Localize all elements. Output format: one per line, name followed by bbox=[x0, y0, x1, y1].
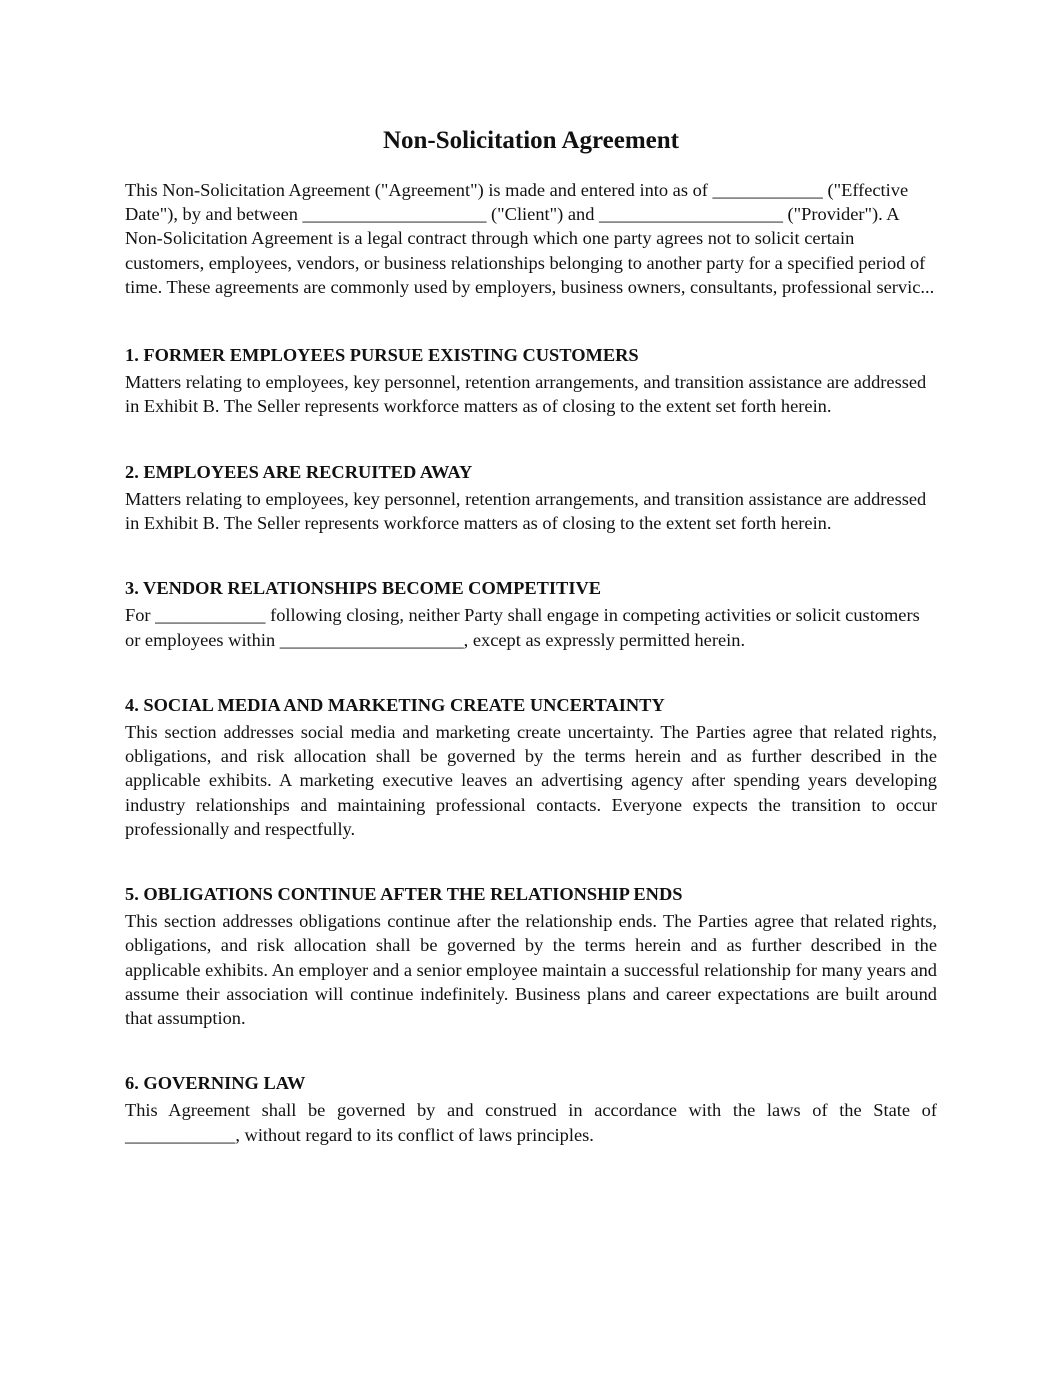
section-heading: 4. SOCIAL MEDIA AND MARKETING CREATE UNCERTAINTY bbox=[125, 694, 665, 715]
section-heading: 6. GOVERNING LAW bbox=[125, 1073, 306, 1094]
intro-paragraph: This Non-Solicitation Agreement ("Agreement") is made and entered into as of ____________ ("Effective Date"), by and between ____________________ ("Client") and ____________________ ("Provider"). A Non-Solicitation Agreement is a legal contract through which one party agrees not to solicit certain customers, employees, vendors, or business relationships belonging to another party for a specified period of time. These agreements are commonly used by employers, business owners, consultants, professional servic... bbox=[125, 180, 935, 297]
section-body: Matters relating to employees, key personnel, retention arrangements, and transition assistance are addressed in Exhibit B. The Seller represents workforce matters as of closing to the extent set forth herein. bbox=[125, 488, 927, 534]
section-body: This Agreement shall be governed by and construed in accordance with the laws of the State of ____________, without regard to its conflict of laws principles. bbox=[125, 1100, 937, 1145]
section-5 bbox=[125, 882, 937, 1030]
document-title: Non-Solicitation Agreement bbox=[382, 127, 680, 154]
section-body: Matters relating to employees, key personnel, retention arrangements, and transition assistance are addressed in Exhibit B. The Seller represents workforce matters as of closing to the extent set forth herein. bbox=[125, 372, 927, 417]
section-4 bbox=[125, 693, 937, 841]
section-body: This section addresses obligations continue after the relationship ends. The Parties agree that related rights, obligations, and risk allocation shall be governed by the terms herein and as further described in the applicable exhibits. An employer and a senior employee maintain a successful relationship for many years and assume their association will continue indefinitely. Business plans and career expectations are built around that assumption. bbox=[125, 911, 937, 1029]
section-body: This section addresses social media and marketing create uncertainty. The Parties agree that related rights, obligations, and risk allocation shall be governed by the terms herein and as further described in the applicable exhibits. A marketing executive leaves an advertising agency after spending years developing industry relationships and maintaining professional contacts. Everyone expects the transition to occur professionally and respectfully. bbox=[125, 722, 937, 839]
section-body: For ____________ following closing, neither Party shall engage in competing activities or solicit customers or employees within ____________________, except as expressly permitted herein. bbox=[125, 605, 920, 650]
section-heading: 2. EMPLOYEES ARE RECRUITED AWAY bbox=[125, 461, 473, 482]
section-heading: 1. FORMER EMPLOYEES PURSUE EXISTING CUSTOMERS bbox=[125, 345, 639, 366]
section-heading: 3. VENDOR RELATIONSHIPS BECOME COMPETITIVE bbox=[125, 578, 602, 599]
section-3 bbox=[125, 576, 937, 652]
section-2 bbox=[125, 460, 937, 536]
section-heading: 5. OBLIGATIONS CONTINUE AFTER THE RELATIONSHIP ENDS bbox=[125, 884, 683, 905]
document-content bbox=[125, 124, 937, 1188]
section-6 bbox=[125, 1071, 937, 1147]
section-1 bbox=[125, 343, 937, 419]
